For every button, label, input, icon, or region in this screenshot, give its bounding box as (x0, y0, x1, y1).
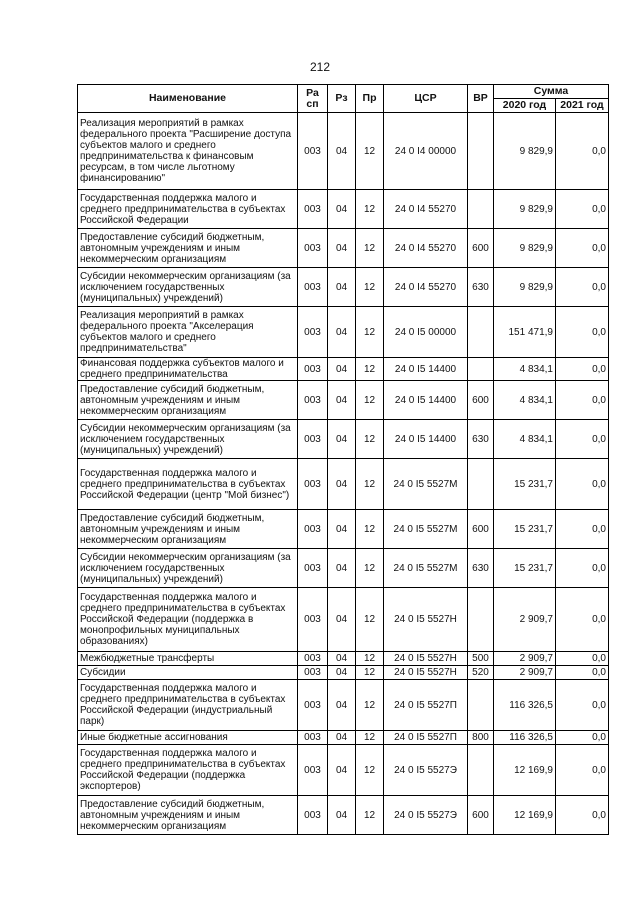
table-cell-vr (468, 459, 494, 510)
table-cell-2020: 2 909,7 (494, 652, 556, 666)
table-cell-csr: 24 0 I4 55270 (384, 229, 468, 268)
table-cell-name: Финансовая поддержка субъектов малого и среднего предпринимательства (78, 358, 298, 381)
table-cell-2020: 9 829,9 (494, 113, 556, 190)
table-cell-vr: 800 (468, 731, 494, 745)
table-cell-csr: 24 0 I5 5527M (384, 459, 468, 510)
table-cell-csr: 24 0 I5 5527M (384, 549, 468, 588)
table-cell-vr (468, 190, 494, 229)
table-row (78, 652, 609, 666)
table-cell-vr: 600 (468, 510, 494, 549)
table-row (78, 420, 609, 459)
table-cell-rasp: 003 (298, 229, 328, 268)
table-row (78, 796, 609, 835)
table-row (78, 680, 609, 731)
table-cell-name: Государственная поддержка малого и среднего предпринимательства в субъектах Российской Федерации (центр "Мой бизнес") (78, 459, 298, 510)
table-cell-name: Государственная поддержка малого и среднего предпринимательства в субъектах Российской Федерации (78, 190, 298, 229)
table-cell-csr: 24 0 I5 14400 (384, 420, 468, 459)
table-cell-pr: 12 (356, 796, 384, 835)
table-cell-2021: 0,0 (556, 420, 609, 459)
table-cell-rasp: 003 (298, 652, 328, 666)
table-cell-name: Иные бюджетные ассигнования (78, 731, 298, 745)
table-cell-rz: 04 (328, 268, 356, 307)
table-cell-rz: 04 (328, 420, 356, 459)
table-cell-rz: 04 (328, 680, 356, 731)
table-cell-csr: 24 0 I5 5527M (384, 510, 468, 549)
table-cell-name: Субсидии некоммерческим организациям (за исключением государственных (муниципальных) учреждений) (78, 549, 298, 588)
table-cell-pr: 12 (356, 268, 384, 307)
table-cell-pr: 12 (356, 666, 384, 680)
table-cell-csr: 24 0 I4 55270 (384, 268, 468, 307)
table-cell-name: Предоставление субсидий бюджетным, автономным учреждениям и иным некоммерческим организациям (78, 381, 298, 420)
table-cell-pr: 12 (356, 680, 384, 731)
table-cell-csr: 24 0 I4 55270 (384, 190, 468, 229)
table-cell-rz: 04 (328, 666, 356, 680)
table-cell-2021: 0,0 (556, 229, 609, 268)
table-cell-2020: 4 834,1 (494, 381, 556, 420)
table-row (78, 666, 609, 680)
table-cell-rz: 04 (328, 588, 356, 652)
table-cell-2021: 0,0 (556, 510, 609, 549)
table-cell-name: Государственная поддержка малого и среднего предпринимательства в субъектах Российской Федерации (поддержка экспортеров) (78, 745, 298, 796)
table-cell-name: Государственная поддержка малого и среднего предпринимательства в субъектах Российской Федерации (поддержка в монопрофильных муниципальных образованиях) (78, 588, 298, 652)
table-cell-rasp: 003 (298, 510, 328, 549)
table-cell-name: Субсидии некоммерческим организациям (за исключением государственных (муниципальных) учреждений) (78, 420, 298, 459)
table-cell-2021: 0,0 (556, 190, 609, 229)
page-number: 212 (309, 60, 331, 74)
table-cell-2020: 12 169,9 (494, 796, 556, 835)
table-cell-rasp: 003 (298, 745, 328, 796)
table-cell-csr: 24 0 I5 14400 (384, 381, 468, 420)
table-cell-pr: 12 (356, 745, 384, 796)
table-cell-2020: 15 231,7 (494, 510, 556, 549)
table-cell-vr: 500 (468, 652, 494, 666)
table-row (78, 510, 609, 549)
table-cell-csr: 24 0 I5 00000 (384, 307, 468, 358)
table-cell-pr: 12 (356, 113, 384, 190)
table-cell-rasp: 003 (298, 113, 328, 190)
table-cell-csr: 24 0 I4 00000 (384, 113, 468, 190)
table-cell-rz: 04 (328, 745, 356, 796)
table-cell-csr: 24 0 I5 14400 (384, 358, 468, 381)
header-sum: Сумма (494, 85, 609, 99)
table-cell-rz: 04 (328, 459, 356, 510)
table-cell-2020: 15 231,7 (494, 549, 556, 588)
table-cell-2020: 12 169,9 (494, 745, 556, 796)
table-cell-name: Предоставление субсидий бюджетным, автономным учреждениям и иным некоммерческим организациям (78, 796, 298, 835)
table-cell-name: Субсидии (78, 666, 298, 680)
table-cell-rasp: 003 (298, 588, 328, 652)
table-cell-2021: 0,0 (556, 796, 609, 835)
table-row (78, 358, 609, 381)
header-rz: Рз (328, 85, 356, 113)
table-cell-rasp: 003 (298, 731, 328, 745)
table-cell-rasp: 003 (298, 549, 328, 588)
table-header (78, 85, 609, 113)
table-cell-2020: 116 326,5 (494, 680, 556, 731)
table-row (78, 190, 609, 229)
table-cell-rz: 04 (328, 381, 356, 420)
table-cell-vr: 600 (468, 796, 494, 835)
table-cell-pr: 12 (356, 510, 384, 549)
table-cell-2021: 0,0 (556, 745, 609, 796)
table-cell-name: Реализация мероприятий в рамках федерального проекта "Расширение доступа субъектов малого и среднего предпринимательства к финансовым ресурсам, в том числе льготному финансированию" (78, 113, 298, 190)
table-cell-2020: 2 909,7 (494, 588, 556, 652)
table-cell-rz: 04 (328, 796, 356, 835)
table-cell-rz: 04 (328, 113, 356, 190)
table-cell-csr: 24 0 I5 5527Э (384, 796, 468, 835)
table-cell-pr: 12 (356, 358, 384, 381)
table-cell-2020: 15 231,7 (494, 459, 556, 510)
header-2020: 2020 год (494, 99, 556, 113)
table-cell-pr: 12 (356, 190, 384, 229)
table-cell-2021: 0,0 (556, 680, 609, 731)
table-cell-rz: 04 (328, 229, 356, 268)
table-cell-2021: 0,0 (556, 588, 609, 652)
table-cell-2021: 0,0 (556, 731, 609, 745)
header-name: Наименование (78, 85, 298, 113)
table-row (78, 549, 609, 588)
table-cell-rz: 04 (328, 190, 356, 229)
table-cell-pr: 12 (356, 229, 384, 268)
table-cell-pr: 12 (356, 731, 384, 745)
table-cell-csr: 24 0 I5 5527Э (384, 745, 468, 796)
table-cell-rasp: 003 (298, 307, 328, 358)
header-2021: 2021 год (556, 99, 609, 113)
table-cell-pr: 12 (356, 420, 384, 459)
table-cell-vr (468, 745, 494, 796)
table-cell-csr: 24 0 I5 5527H (384, 588, 468, 652)
header-csr: ЦСР (384, 85, 468, 113)
table-cell-2021: 0,0 (556, 381, 609, 420)
table-cell-rasp: 003 (298, 680, 328, 731)
table-cell-name: Предоставление субсидий бюджетным, автономным учреждениям и иным некоммерческим организациям (78, 510, 298, 549)
table-cell-name: Предоставление субсидий бюджетным, автономным учреждениям и иным некоммерческим организациям (78, 229, 298, 268)
table-cell-2020: 4 834,1 (494, 358, 556, 381)
table-cell-vr: 630 (468, 420, 494, 459)
table-row (78, 381, 609, 420)
table-row (78, 307, 609, 358)
table-cell-2021: 0,0 (556, 652, 609, 666)
table-cell-2020: 4 834,1 (494, 420, 556, 459)
budget-table (77, 84, 609, 835)
table-cell-rasp: 003 (298, 190, 328, 229)
table-cell-vr: 520 (468, 666, 494, 680)
table-cell-rz: 04 (328, 731, 356, 745)
table-cell-csr: 24 0 I5 5527H (384, 652, 468, 666)
table-cell-vr (468, 358, 494, 381)
table-row (78, 745, 609, 796)
table-cell-2020: 9 829,9 (494, 268, 556, 307)
table-cell-rasp: 003 (298, 268, 328, 307)
table-cell-2021: 0,0 (556, 358, 609, 381)
table-cell-csr: 24 0 I5 5527П (384, 731, 468, 745)
table-cell-vr (468, 588, 494, 652)
table-cell-pr: 12 (356, 588, 384, 652)
table-cell-rasp: 003 (298, 420, 328, 459)
table-cell-2021: 0,0 (556, 113, 609, 190)
table-cell-name: Государственная поддержка малого и среднего предпринимательства в субъектах Российской Федерации (индустриальный парк) (78, 680, 298, 731)
table-cell-2020: 2 909,7 (494, 666, 556, 680)
table-cell-vr: 630 (468, 549, 494, 588)
table-cell-name: Реализация мероприятий в рамках федерального проекта "Акселерация субъектов малого и среднего предпринимательства" (78, 307, 298, 358)
table-cell-vr: 630 (468, 268, 494, 307)
table-cell-rasp: 003 (298, 666, 328, 680)
table-row (78, 459, 609, 510)
table-cell-vr (468, 113, 494, 190)
table-row (78, 588, 609, 652)
table-cell-vr: 600 (468, 381, 494, 420)
table-cell-vr (468, 680, 494, 731)
table-cell-2021: 0,0 (556, 307, 609, 358)
table-cell-2021: 0,0 (556, 459, 609, 510)
table-cell-vr: 600 (468, 229, 494, 268)
table-row (78, 229, 609, 268)
table-cell-2020: 9 829,9 (494, 229, 556, 268)
table-cell-2021: 0,0 (556, 268, 609, 307)
table-cell-2020: 151 471,9 (494, 307, 556, 358)
table-cell-csr: 24 0 I5 5527П (384, 680, 468, 731)
table-cell-pr: 12 (356, 381, 384, 420)
table-row (78, 268, 609, 307)
table-body (78, 113, 609, 835)
table-cell-rasp: 003 (298, 796, 328, 835)
table-cell-rz: 04 (328, 510, 356, 549)
table-cell-rz: 04 (328, 358, 356, 381)
table-cell-vr (468, 307, 494, 358)
table-cell-pr: 12 (356, 549, 384, 588)
table-cell-name: Межбюджетные трансферты (78, 652, 298, 666)
header-pr: Пр (356, 85, 384, 113)
table-row (78, 731, 609, 745)
table-cell-rz: 04 (328, 307, 356, 358)
table-cell-pr: 12 (356, 459, 384, 510)
table-cell-rasp: 003 (298, 459, 328, 510)
table-cell-pr: 12 (356, 307, 384, 358)
table-cell-rz: 04 (328, 652, 356, 666)
table-row (78, 113, 609, 190)
header-rasp: Ра сп (298, 85, 328, 113)
table-cell-2021: 0,0 (556, 666, 609, 680)
table-cell-rasp: 003 (298, 381, 328, 420)
table-cell-2020: 116 326,5 (494, 731, 556, 745)
table-cell-pr: 12 (356, 652, 384, 666)
table-cell-csr: 24 0 I5 5527H (384, 666, 468, 680)
table-cell-rasp: 003 (298, 358, 328, 381)
header-vr: ВР (468, 85, 494, 113)
table-cell-2021: 0,0 (556, 549, 609, 588)
table-cell-name: Субсидии некоммерческим организациям (за исключением государственных (муниципальных) учреждений) (78, 268, 298, 307)
table-cell-rz: 04 (328, 549, 356, 588)
table-cell-2020: 9 829,9 (494, 190, 556, 229)
